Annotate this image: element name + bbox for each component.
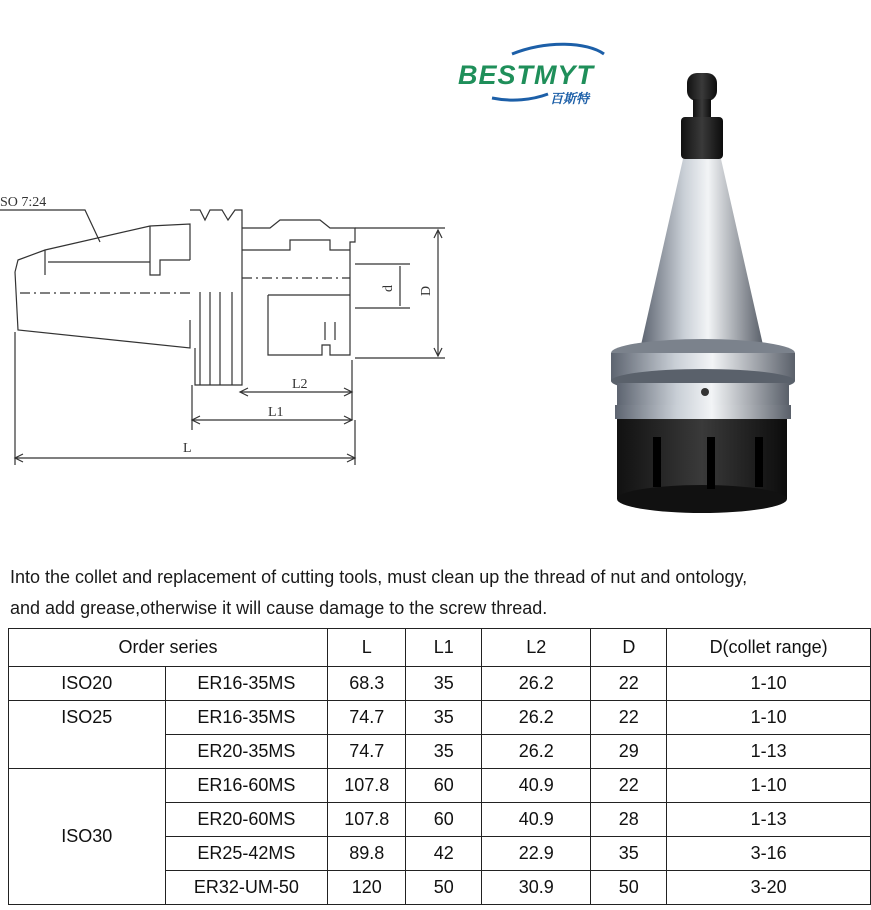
D-cell: 35 <box>591 837 667 871</box>
header-L1: L1 <box>406 629 482 667</box>
L-cell: 74.7 <box>328 701 406 735</box>
header-collet-range: D(collet range) <box>667 629 871 667</box>
table-row <box>9 701 871 735</box>
L-cell: 107.8 <box>328 769 406 803</box>
technical-drawing <box>0 180 460 470</box>
D-cell: 29 <box>591 735 667 769</box>
group-label: ISO20 <box>9 667 166 701</box>
header-order-series: Order series <box>9 629 328 667</box>
D-cell: 22 <box>591 769 667 803</box>
L1-cell: 60 <box>406 803 482 837</box>
L2-cell: 40.9 <box>482 769 591 803</box>
model-cell: ER20-35MS <box>165 735 327 769</box>
header-L2: L2 <box>482 629 591 667</box>
notice-line-1: Into the collet and replacement of cutting tools, must clean up the thread of nut and ontology, <box>10 567 748 587</box>
D-cell: 28 <box>591 803 667 837</box>
logo-wordmark: BESTMYT <box>458 60 595 90</box>
D-cell: 22 <box>591 701 667 735</box>
header-L: L <box>328 629 406 667</box>
range-cell: 3-16 <box>667 837 871 871</box>
D-cell: 22 <box>591 667 667 701</box>
L2-cell: 26.2 <box>482 735 591 769</box>
L-cell: 68.3 <box>328 667 406 701</box>
L2-cell: 22.9 <box>482 837 591 871</box>
range-cell: 1-10 <box>667 667 871 701</box>
usage-notice <box>10 562 870 624</box>
dim-L-label: L <box>183 441 192 456</box>
logo-chinese-name: 百斯特 <box>550 91 590 106</box>
L-cell: 74.7 <box>328 735 406 769</box>
model-cell: ER25-42MS <box>165 837 327 871</box>
L2-cell: 26.2 <box>482 667 591 701</box>
dim-d-label: d <box>381 285 396 292</box>
L2-cell: 40.9 <box>482 803 591 837</box>
L-cell: 120 <box>328 871 406 905</box>
model-cell: ER20-60MS <box>165 803 327 837</box>
model-cell: ER16-60MS <box>165 769 327 803</box>
group-label: ISO30 <box>9 769 166 905</box>
L1-cell: 35 <box>406 667 482 701</box>
range-cell: 1-10 <box>667 769 871 803</box>
range-cell: 1-13 <box>667 735 871 769</box>
L1-cell: 42 <box>406 837 482 871</box>
range-cell: 1-13 <box>667 803 871 837</box>
spec-table <box>8 628 871 905</box>
L1-cell: 35 <box>406 701 482 735</box>
model-cell: ER16-35MS <box>165 701 327 735</box>
L1-cell: 35 <box>406 735 482 769</box>
dim-L2-label: L2 <box>292 377 308 392</box>
L2-cell: 30.9 <box>482 871 591 905</box>
table-header-row <box>9 629 871 667</box>
L2-cell: 26.2 <box>482 701 591 735</box>
taper-label: SO 7:24 <box>0 195 47 210</box>
header-D: D <box>591 629 667 667</box>
dim-L1-label: L1 <box>268 405 284 420</box>
range-cell: 3-20 <box>667 871 871 905</box>
D-cell: 50 <box>591 871 667 905</box>
L-cell: 107.8 <box>328 803 406 837</box>
notice-line-2: and add grease,otherwise it will cause damage to the screw thread. <box>10 598 548 618</box>
L-cell: 89.8 <box>328 837 406 871</box>
group-spacer <box>9 735 166 769</box>
model-cell: ER16-35MS <box>165 667 327 701</box>
group-label: ISO25 <box>9 701 166 735</box>
L1-cell: 50 <box>406 871 482 905</box>
L1-cell: 60 <box>406 769 482 803</box>
iso-tool-holder-photo-icon <box>595 65 815 525</box>
dim-D-label: D <box>419 285 434 296</box>
model-cell: ER32-UM-50 <box>165 871 327 905</box>
table-row <box>9 735 871 769</box>
range-cell: 1-10 <box>667 701 871 735</box>
table-row <box>9 769 871 803</box>
table-row <box>9 667 871 701</box>
